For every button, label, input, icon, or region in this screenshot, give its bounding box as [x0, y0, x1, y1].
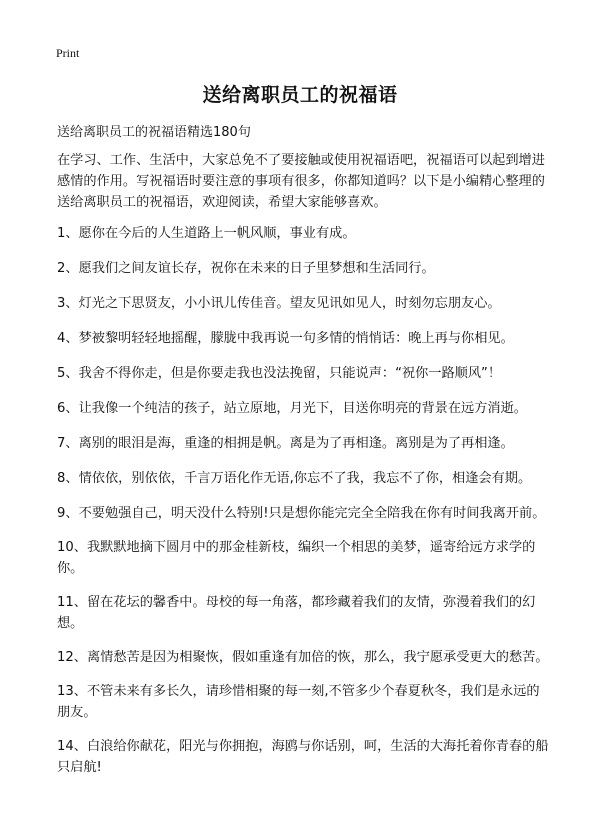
list-item: 7、离别的眼泪是海，重逢的相拥是帆。离是为了再相逢。离别是为了再相逢。 [57, 436, 514, 451]
list-item: 2、愿我们之间友谊长存，祝你在未来的日子里梦想和生活同行。 [57, 261, 435, 276]
list-item: 14、白浪给你献花，阳光与你拥抱，海鸥与你话别，呵，生活的大海托着你青春的船只启航! [57, 739, 549, 775]
list-item: 12、离情愁苦是因为相聚恢，假如重逢有加倍的恢，那么，我宁愿承受更大的愁苦。 [57, 650, 549, 665]
list-item: 1、愿你在今后的人生道路上一帆风顺，事业有成。 [57, 226, 356, 241]
page-title: 送给离职员工的祝福语 [202, 84, 398, 106]
intro-paragraph: 在学习、工作、生活中，大家总免不了要接触或使用祝福语吧，祝福语可以起到增进感情的作用。写祝福语时要注意的事项有很多，你都知道吗？以下是小编精心整理的送给离职员工的祝福语，欢迎阅读，希望大家能够喜欢。 [57, 153, 545, 210]
article-subtitle: 送给离职员工的祝福语精选180句 [57, 125, 251, 140]
list-item: 10、我默默地摘下圆月中的那金桂新枝，编织一个相思的美梦，遥寄给远方求学的你。 [57, 540, 536, 576]
list-item: 8、情依依，别依依，千言万语化作无语,你忘不了我，我忘不了你，相逢会有期。 [57, 471, 532, 486]
print-link[interactable]: Print [56, 46, 80, 60]
list-item: 3、灯光之下思贤友，小小讯儿传佳音。望友见讯如见人，时刻勿忘朋友心。 [57, 296, 501, 311]
list-item: 4、梦被黎明轻轻地摇醒，朦胧中我再说一句多情的悄悄话：晚上再与你相见。 [57, 331, 514, 346]
list-item: 5、我舍不得你走，但是你要走我也没法挽留，只能说声：“祝你一路顺风”！ [57, 366, 502, 381]
list-item: 11、留在花坛的馨香中。母校的每一角落，都珍藏着我们的友情，弥漫着我们的幻想。 [57, 595, 536, 631]
list-item: 9、不要勉强自己，明天没什么特别!只是想你能完完全全陪我在你有时间我离开前。 [57, 506, 546, 521]
list-item: 13、不管未来有多长久，请珍惜相聚的每一刻,不管多少个春夏秋冬，我们是永远的朋友。 [57, 684, 540, 720]
list-item: 6、让我像一个纯洁的孩子，站立原地，月光下，目送你明亮的背景在远方消逝。 [57, 401, 527, 416]
article-body [57, 150, 549, 791]
